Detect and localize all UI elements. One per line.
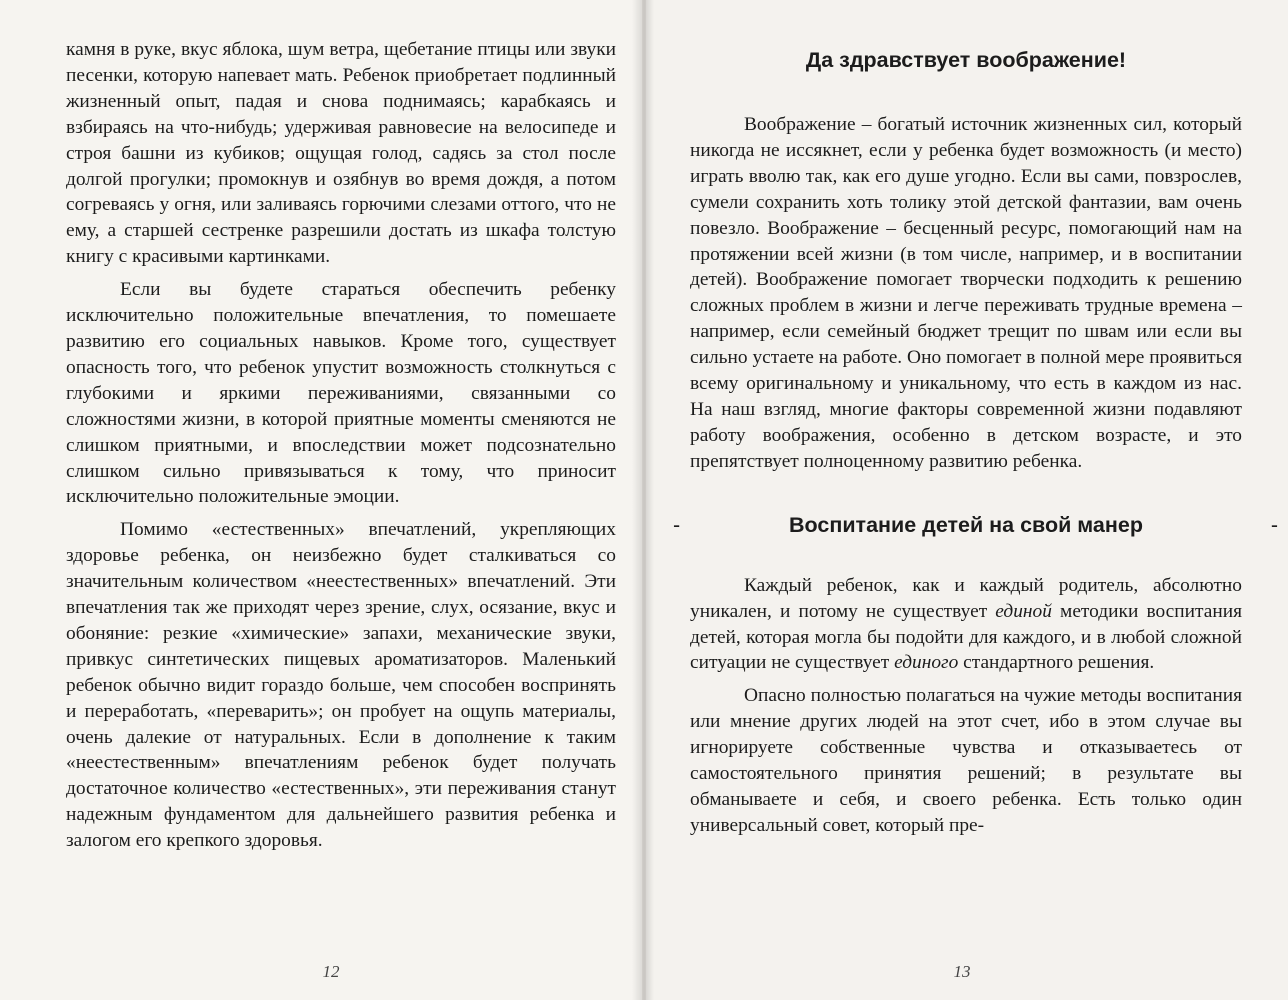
emphasis: единой <box>995 600 1052 622</box>
text-run: методики воспитания детей, которая могла бы подойти для каждого, и в любой сложной ситуации не существует <box>690 600 1242 674</box>
paragraph: Воображение – богатый источник жизненных сил, который никогда не иссякнет, если у ребенка будет возможность (и место) играть вволю так, как его душе угодно. Если вы сами, повзрослев, сумели сохранить хоть толику этой детской фантазии, вам очень повезло. Воображение – бесценный ресурс, помогающий нам на протяжении всей жизни (в том числе, например, и в воспитании детей). Воображение помогает творчески подходить к решению сложных проблем в жизни и легче переживать трудные времена – например, если семейный бюджет трещит по швам или если вы сильно устаете на работе. Оно помогает в полной мере проявиться всему оригинальному и уникальному, что есть в каждом из нас. На наш взгляд, многие факторы современной жизни подавляют работу воображения, особенно в детском возрасте, и это препятствует полноценному развитию ребенка. <box>690 114 1242 472</box>
right-page <box>646 0 1288 1000</box>
section-heading <box>673 512 1278 538</box>
paragraph: Опасно полностью полагаться на чужие методы воспитания или мнение других людей на этот счет, ибо в этом случае вы игнорируете собственные чувства и отказываетесь от самостоятельного принятия решений; в результате вы обманываете и себя, и своего ребенка. Есть только один универсальный совет, который пре- <box>690 685 1242 836</box>
text-run: Каждый ребенок, как и каждый родитель, абсолютно уникален, и потому не существует <box>690 574 1242 622</box>
section-heading-text: Воспитание детей на свой манер <box>789 512 1143 537</box>
paragraph: Помимо «естественных» впечатлений, укрепляющих здоровье ребенка, он неизбежно будет сталкиваться со значительным количеством «неестественных» впечатлений. Эти впечатления так же приходят через зрение, слух, осязание, вкус и обоняние: резкие «химические» запахи, механические звуки, привкус синтетических пищевых ароматизаторов. Маленький ребенок обычно видит гораздо больше, чем способен воспринять и переработать, «переварить»; он пробует на ощупь материалы, очень далекие от натуральных. Если в дополнение к таким «неестественным» впечатлениям ребенок будет получать достаточное количество «естественных», эти переживания станут надежным фундаментом для дальнейшего развития ребенка и залогом его крепкого здоровья. <box>66 519 616 852</box>
left-page <box>0 0 642 1000</box>
paragraph: Если вы будете стараться обеспечить ребенку исключительно положительные впечатления, то помешаете развитию его социальных навыков. Кроме того, существует опасность того, что ребенок упустит возможность столкнуться с глубокими и яркими переживаниями, связанными со сложностями жизни, в которой приятные моменты сменяются не слишком приятными, и впоследствии может подсознательно слишком сильно привязываться к тому, что приносит исключительно положительные эмоции. <box>66 279 616 508</box>
paragraph: камня в руке, вкус яблока, шум ветра, щебетание птицы или звуки песенки, которую напевает мать. Ребенок приобретает подлинный жизненный опыт, падая и снова поднимаясь; карабкаясь и взбираясь на что-нибудь; удерживая равновесие на велосипеде и строя башни из кубиков; ощущая голод, садясь за стол после долгой прогулки; промокнув и озябнув во время дождя, а потом согреваясь у огня, или заливаясь горючими слезами оттого, что не ему, а старшей сестренке разрешили достать из шкафа толстую книгу с красивыми картинками. <box>66 39 616 268</box>
right-page-section-1 <box>690 112 1242 475</box>
right-page-section-2 <box>690 573 1242 839</box>
paragraph <box>690 573 1242 677</box>
page-number: 12 <box>322 962 340 981</box>
book-gutter <box>632 0 654 1000</box>
heading-dash-right: - <box>1270 512 1278 537</box>
section-heading: Да здравствует воображение! <box>805 48 1127 72</box>
left-page-body <box>66 37 616 854</box>
heading-dash-left: - <box>673 512 681 537</box>
emphasis: единого <box>894 652 959 674</box>
page-number: 13 <box>953 962 971 981</box>
text-run: стандартного решения. <box>958 652 1155 674</box>
